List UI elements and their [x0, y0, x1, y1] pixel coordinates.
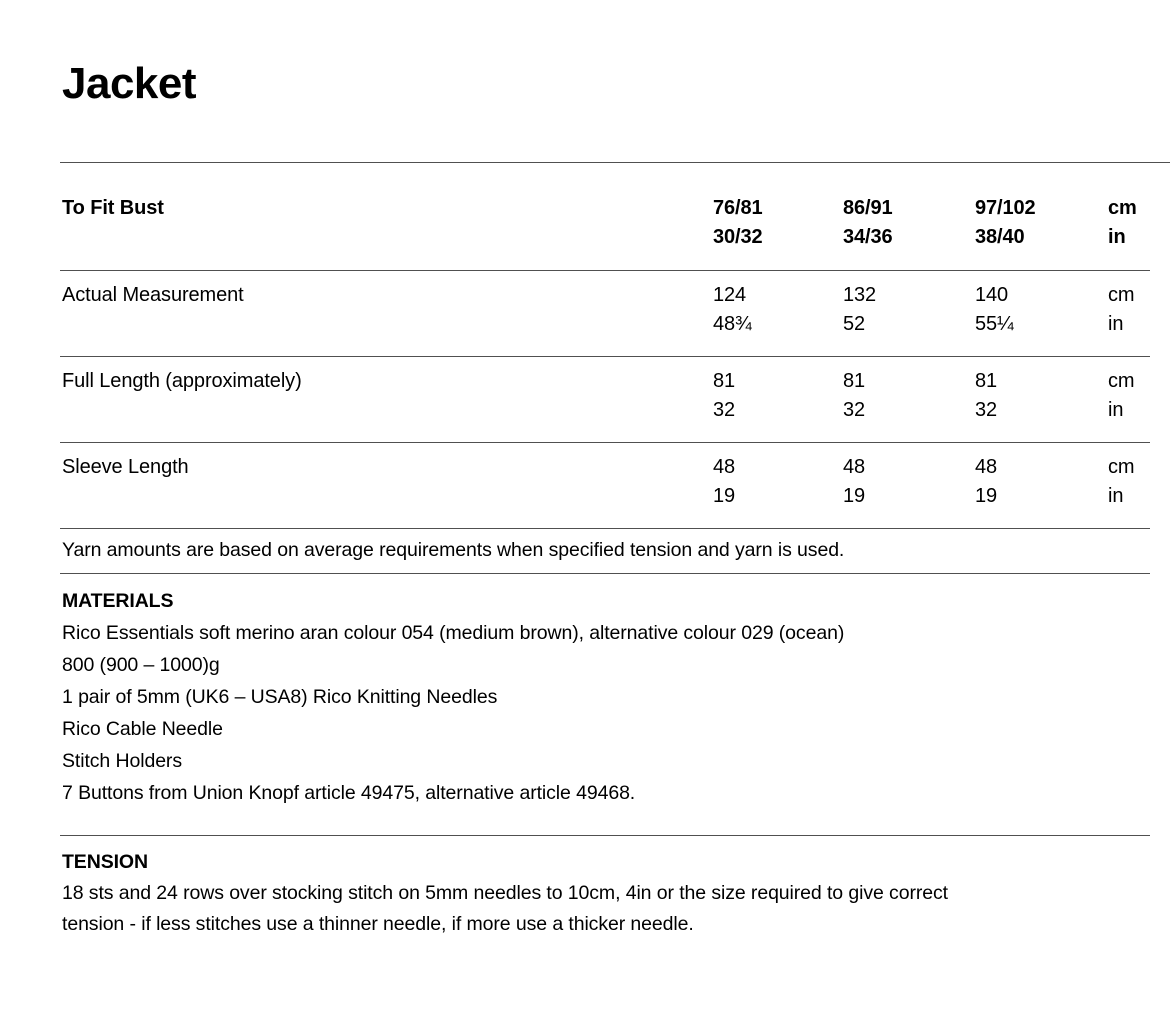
header-label: To Fit Bust [62, 197, 164, 219]
header-size-3 [975, 194, 1108, 252]
materials-heading: MATERIALS [62, 590, 174, 612]
value-cm: 81 [713, 370, 736, 392]
value-cell [713, 281, 843, 339]
materials-line: 1 pair of 5mm (UK6 – USA8) Rico Knitting Needles [62, 686, 498, 708]
value-in: 48¾ [713, 313, 752, 335]
value-cm: 132 [843, 284, 877, 306]
page-title: Jacket [62, 59, 197, 108]
table-row-actual-measurement [60, 271, 1150, 357]
unit-cm-label: cm [1108, 197, 1137, 219]
table-header-row [60, 163, 1150, 271]
value-cm: 81 [975, 370, 998, 392]
units-cell [1108, 281, 1150, 339]
value-cm: 48 [975, 456, 998, 478]
value-cell [843, 367, 975, 425]
row-label: Actual Measurement [62, 284, 244, 306]
value-cell [975, 453, 1108, 511]
row-label: Full Length (approximately) [62, 370, 302, 392]
unit-in-label: in [1108, 226, 1126, 248]
materials-line: Rico Cable Needle [62, 718, 223, 740]
yarn-note: Yarn amounts are based on average requirements when specified tension and yarn is used. [60, 529, 1150, 574]
size-in-line: 30/32 [713, 226, 763, 248]
materials-line: 800 (900 – 1000)g [62, 654, 220, 676]
table-row-sleeve-length [60, 443, 1150, 529]
value-in: 19 [975, 485, 998, 507]
value-in: 19 [843, 485, 866, 507]
value-cell [975, 281, 1108, 339]
value-in: 52 [843, 313, 866, 335]
value-cm: 81 [843, 370, 866, 392]
unit-in-label: in [1108, 313, 1124, 335]
header-size-2 [843, 194, 975, 252]
size-in-line: 34/36 [843, 226, 893, 248]
size-cm-line: 86/91 [843, 197, 893, 219]
value-in: 32 [713, 399, 736, 421]
unit-in-label: in [1108, 399, 1124, 421]
materials-line: 7 Buttons from Union Knopf article 49475, alternative article 49468. [62, 782, 636, 804]
unit-cm-label: cm [1108, 456, 1135, 478]
value-cell [843, 281, 975, 339]
size-cm-line: 97/102 [975, 197, 1036, 219]
pattern-page [0, 59, 1170, 940]
header-size-1 [713, 194, 843, 252]
tension-section [62, 847, 1170, 940]
unit-cm-label: cm [1108, 370, 1135, 392]
value-in: 55¼ [975, 313, 1014, 335]
tension-line: 18 sts and 24 rows over stocking stitch on 5mm needles to 10cm, 4in or the size required to give correct [62, 882, 948, 904]
materials-line: Rico Essentials soft merino aran colour 054 (medium brown), alternative colour 029 (ocean) [62, 622, 845, 644]
table-row-full-length [60, 357, 1150, 443]
materials-section [62, 585, 1170, 809]
value-cell [713, 367, 843, 425]
size-cm-line: 76/81 [713, 197, 763, 219]
tension-heading: TENSION [62, 851, 148, 873]
value-cm: 140 [975, 284, 1009, 306]
tension-line: tension - if less stitches use a thinner needle, if more use a thicker needle. [62, 913, 694, 935]
materials-line: Stitch Holders [62, 750, 182, 772]
value-cm: 48 [713, 456, 736, 478]
tension-divider [60, 835, 1150, 836]
row-label: Sleeve Length [62, 456, 189, 478]
value-in: 32 [975, 399, 998, 421]
value-in: 32 [843, 399, 866, 421]
size-in-line: 38/40 [975, 226, 1025, 248]
units-cell [1108, 367, 1150, 425]
size-table [60, 163, 1150, 574]
value-cm: 124 [713, 284, 747, 306]
value-cell [843, 453, 975, 511]
value-cell [713, 453, 843, 511]
value-cell [975, 367, 1108, 425]
unit-in-label: in [1108, 485, 1124, 507]
unit-cm-label: cm [1108, 284, 1135, 306]
units-cell [1108, 453, 1150, 511]
value-in: 19 [713, 485, 736, 507]
value-cm: 48 [843, 456, 866, 478]
header-units [1108, 194, 1150, 252]
